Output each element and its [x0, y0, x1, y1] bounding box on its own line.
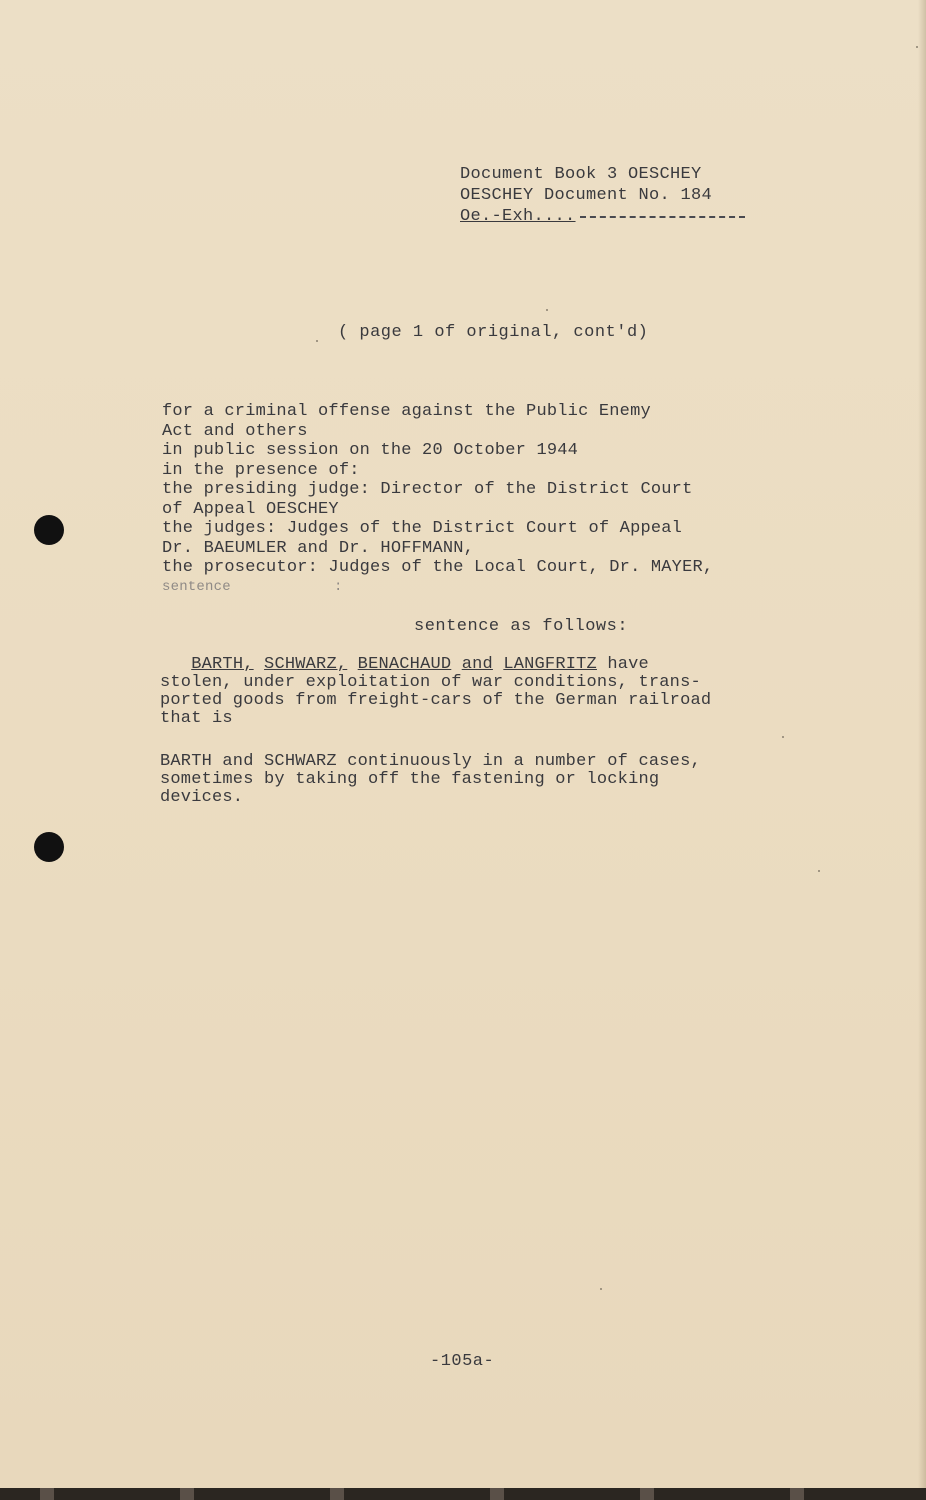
body-line: of Appeal OESCHEY [162, 499, 339, 519]
page-caption: ( page 1 of original, cont'd) [338, 323, 649, 342]
paragraph-line: ported goods from freight-cars of the German railroad [160, 691, 712, 710]
body-line-faint: sentence : [162, 578, 343, 595]
defendant-name: LANGFRITZ [503, 655, 597, 674]
paper-speck [316, 340, 318, 342]
body-line: in public session on the 20 October 1944 [162, 441, 579, 460]
page-number: -105a- [430, 1352, 495, 1371]
paragraph-line: BARTH and SCHWARZ continuously in a number of cases, [160, 752, 701, 771]
paragraph-line: stolen, under exploitation of war conditions, trans- [160, 673, 701, 692]
header-exhibit [460, 206, 745, 227]
body-line: Dr. BAEUMLER and Dr. HOFFMANN, [162, 538, 475, 558]
defendant-name: BENACHAUD [357, 655, 452, 674]
body-line: in the presence of: [162, 460, 360, 480]
header-document-book: Document Book 3 OESCHEY [460, 165, 702, 184]
defendant-name: SCHWARZ, [264, 655, 348, 674]
punch-hole-lower [34, 832, 64, 862]
paragraph-line: devices. [160, 788, 244, 807]
paper-speck [818, 870, 820, 872]
paper-speck [546, 309, 548, 311]
paragraph-line: sometimes by taking off the fastening or locking [160, 770, 660, 789]
paper-speck [782, 736, 784, 738]
body-line: Act and others [162, 421, 308, 441]
body-line: the prosecutor: Judges of the Local Court, Dr. MAYER, [162, 558, 714, 577]
punch-hole-upper [34, 515, 64, 545]
defendant-name: BARTH, [191, 655, 254, 674]
document-header [460, 164, 745, 227]
header-exhibit-label: Oe.-Exh.... [460, 207, 576, 226]
header-exhibit-blank [580, 216, 745, 218]
paragraph-line: that is [160, 709, 233, 728]
paragraph-text: have [596, 655, 649, 674]
paragraph-continuous-theft [160, 753, 701, 807]
paper-speck [600, 1288, 602, 1290]
paragraph-line [160, 656, 711, 674]
scan-bottom-edge [0, 1488, 926, 1500]
body-line: the presiding judge: Director of the District Court [162, 480, 693, 499]
verdict-heading: sentence as follows: [414, 617, 629, 636]
paragraph-defendants [160, 656, 711, 728]
body-line: for a criminal offense against the Public Enemy [162, 402, 651, 421]
proceedings-text [162, 402, 713, 597]
page-edge-shadow [918, 0, 926, 1500]
header-document-number: OESCHEY Document No. 184 [460, 186, 713, 205]
body-line: the judges: Judges of the District Court of Appeal [162, 519, 683, 538]
conjunction: and [461, 655, 493, 674]
